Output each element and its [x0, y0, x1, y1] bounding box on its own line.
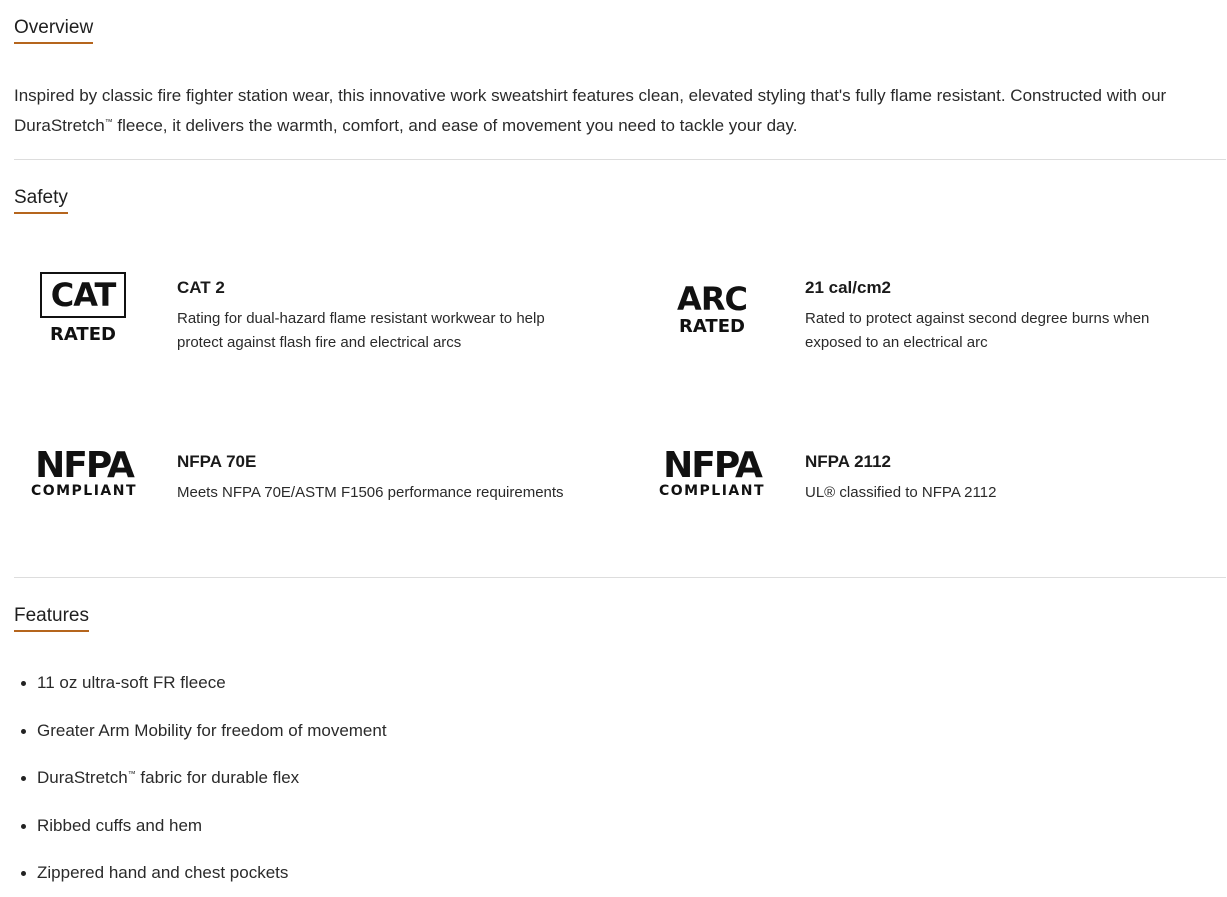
safety-heading: Safety — [14, 187, 68, 214]
trademark-symbol: ™ — [127, 769, 136, 779]
safety-description: Rating for dual-hazard flame resistant workwear to help protect against flash fire and electrical arcs — [177, 310, 545, 351]
badge-rated-text: RATED — [50, 324, 116, 345]
safety-item-cat-rating — [14, 258, 594, 368]
arc-rated-icon — [642, 258, 782, 358]
safety-item-nfpa-2112 — [642, 432, 1222, 542]
safety-title: NFPA 70E — [177, 452, 257, 471]
badge-compliant-text: COMPLIANT — [658, 483, 766, 499]
overview-text-part1: Inspired by classic fire fighter station wear, this innovative work sweatshirt features clean, elevated styling that's fully flame resistant. Constructed with our DuraStretch — [14, 86, 1167, 135]
safety-description: UL® classified to NFPA 2112 — [805, 484, 997, 501]
safety-title: NFPA 2112 — [805, 452, 891, 471]
safety-description: Meets NFPA 70E/ASTM F1506 performance requirements — [177, 484, 564, 501]
badge-cat-text: CAT — [50, 276, 116, 314]
feature-item — [37, 812, 387, 840]
trademark-symbol: ™ — [104, 117, 113, 127]
cat-rated-icon — [14, 258, 154, 358]
badge-nfpa-text: NFPA — [35, 445, 133, 486]
feature-item — [37, 764, 387, 792]
section-divider — [14, 577, 1226, 578]
section-divider — [14, 159, 1226, 160]
safety-title: 21 cal/cm2 — [805, 278, 892, 297]
nfpa-compliant-icon — [642, 432, 782, 532]
overview-heading: Overview — [14, 17, 93, 44]
overview-description — [14, 81, 1226, 141]
safety-item-nfpa-70e — [14, 432, 594, 542]
badge-arc-text: ARC — [677, 280, 747, 318]
feature-item — [37, 859, 387, 887]
overview-text-part2: fleece, it delivers the warmth, comfort, and ease of movement you need to tackle your day. — [112, 116, 798, 135]
safety-title: CAT 2 — [177, 278, 225, 297]
badge-nfpa-text: NFPA — [663, 445, 761, 486]
feature-item — [37, 717, 387, 745]
feature-item — [37, 669, 387, 697]
feature-text: Zippered hand and chest pockets — [37, 863, 289, 882]
features-list — [14, 669, 387, 897]
feature-text: 11 oz ultra-soft FR fleece — [37, 673, 226, 692]
feature-text: Ribbed cuffs and hem — [37, 815, 203, 835]
features-heading: Features — [14, 605, 89, 632]
feature-text-part1: DuraStretch — [37, 768, 128, 787]
safety-description: Rated to protect against second degree burns when exposed to an electrical arc — [805, 310, 1150, 351]
nfpa-compliant-icon — [14, 432, 154, 532]
feature-text-part2: fabric for durable flex — [135, 768, 300, 787]
badge-compliant-text: COMPLIANT — [30, 483, 138, 499]
safety-item-arc-rating — [642, 258, 1222, 368]
feature-text: Greater Arm Mobility for freedom of movement — [37, 720, 387, 740]
badge-rated-text: RATED — [679, 316, 745, 337]
